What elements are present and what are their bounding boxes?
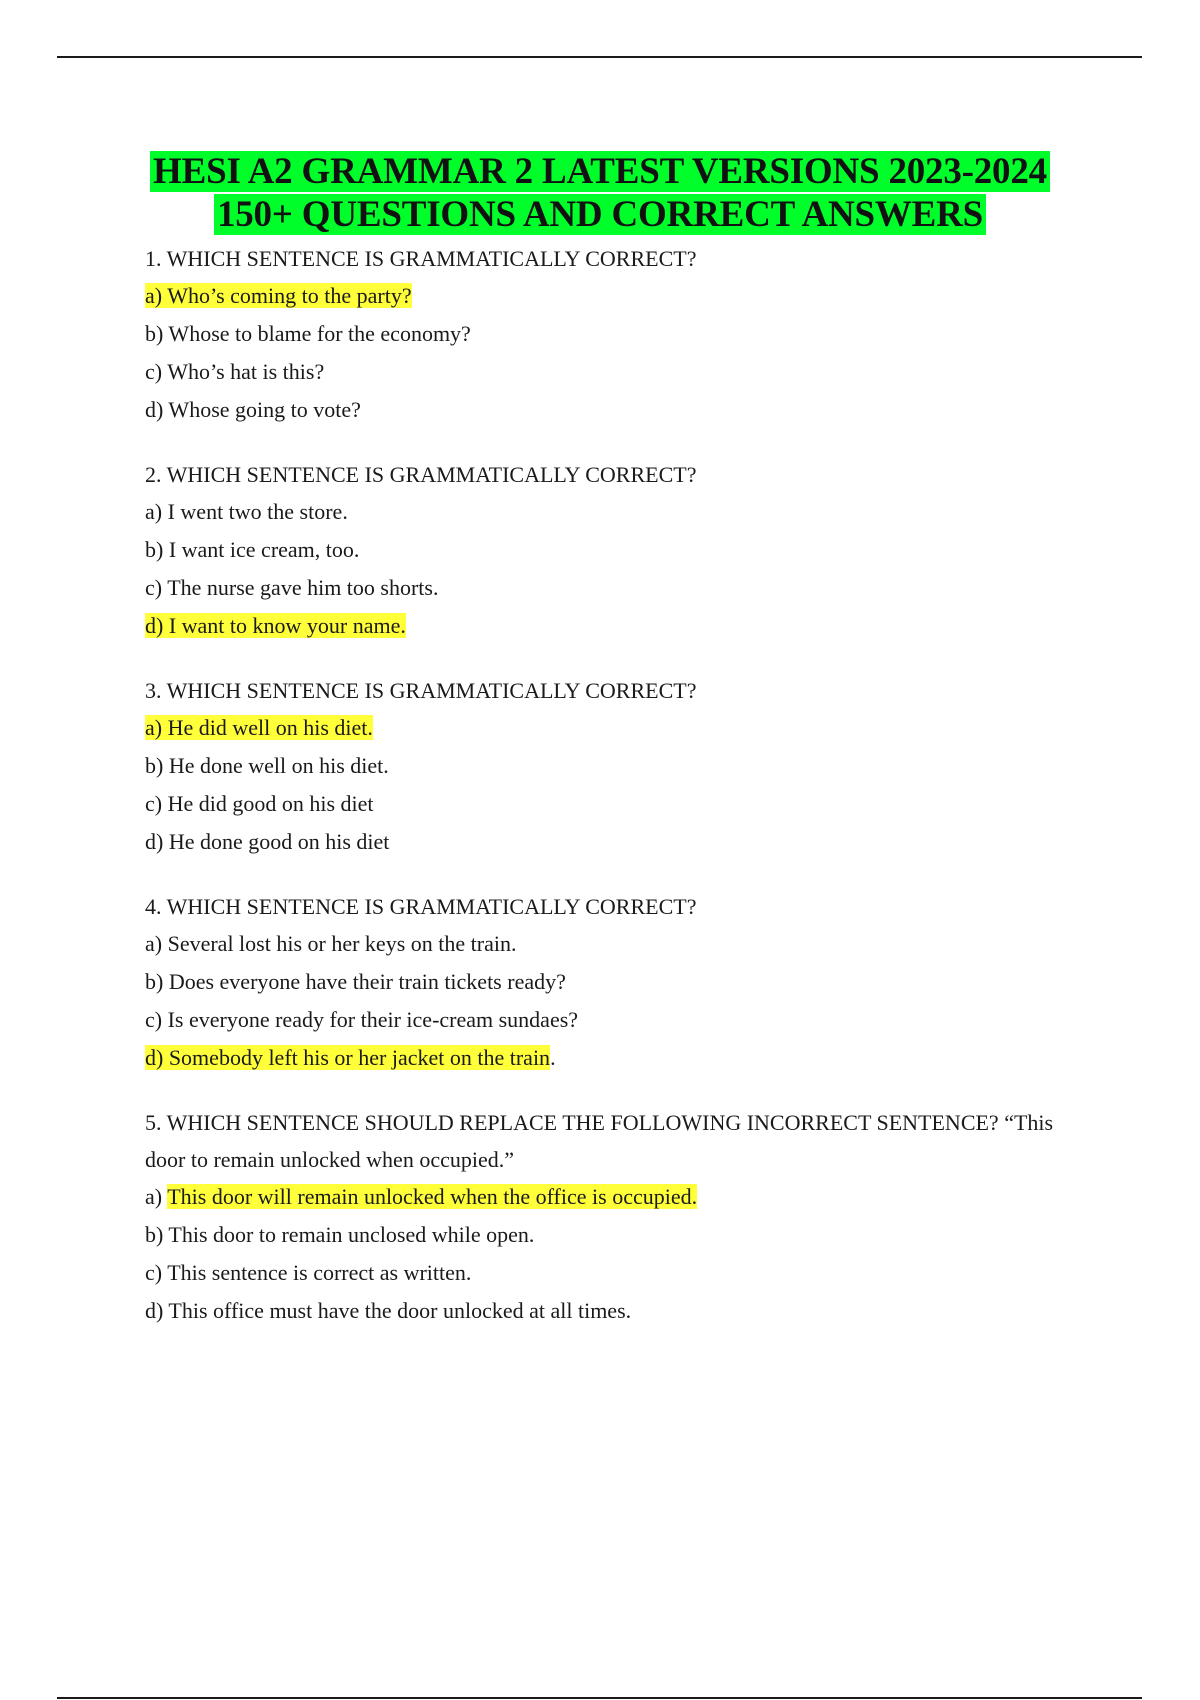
question-list bbox=[145, 240, 1075, 1357]
title-line-2: 150+ QUESTIONS AND CORRECT ANSWERS bbox=[214, 194, 986, 235]
question-4 bbox=[145, 888, 1075, 1077]
page-title bbox=[0, 150, 1200, 236]
option-c: c) This sentence is correct as written. bbox=[145, 1260, 472, 1285]
option-c: c) Who’s hat is this? bbox=[145, 359, 325, 384]
option-a bbox=[145, 277, 1075, 315]
option-a bbox=[145, 1178, 1075, 1216]
option-a: a) I went two the store. bbox=[145, 499, 348, 524]
question-text: 4. WHICH SENTENCE IS GRAMMATICALLY CORRECT? bbox=[145, 894, 697, 919]
question-2 bbox=[145, 456, 1075, 645]
option-trailing-period: . bbox=[550, 1045, 556, 1070]
question-text: 3. WHICH SENTENCE IS GRAMMATICALLY CORRECT? bbox=[145, 678, 697, 703]
question-text: 2. WHICH SENTENCE IS GRAMMATICALLY CORRECT? bbox=[145, 462, 697, 487]
option-b: b) Whose to blame for the economy? bbox=[145, 321, 471, 346]
option-b: b) Does everyone have their train tickets ready? bbox=[145, 969, 566, 994]
option-d: d) This office must have the door unlocked at all times. bbox=[145, 1298, 632, 1323]
question-1 bbox=[145, 240, 1075, 429]
option-c: c) Is everyone ready for their ice-cream sundaes? bbox=[145, 1007, 579, 1032]
option-b: b) He done well on his diet. bbox=[145, 753, 389, 778]
question-text: 5. WHICH SENTENCE SHOULD REPLACE THE FOLLOWING INCORRECT SENTENCE? “This door to remain unlocked when occupied.” bbox=[145, 1110, 1054, 1172]
correct-answer-highlight: a) Who’s coming to the party? bbox=[145, 283, 412, 308]
option-a: a) Several lost his or her keys on the train. bbox=[145, 931, 517, 956]
option-d bbox=[145, 607, 1075, 645]
correct-answer-highlight: d) I want to know your name. bbox=[145, 613, 406, 638]
option-c: c) He did good on his diet bbox=[145, 791, 374, 816]
question-5 bbox=[145, 1104, 1075, 1330]
correct-answer-highlight: d) Somebody left his or her jacket on the train bbox=[145, 1045, 551, 1070]
title-line-1: HESI A2 GRAMMAR 2 LATEST VERSIONS 2023-2024 bbox=[150, 151, 1050, 192]
correct-answer-highlight: This door will remain unlocked when the office is occupied. bbox=[167, 1184, 698, 1209]
option-c: c) The nurse gave him too shorts. bbox=[145, 575, 439, 600]
option-b: b) I want ice cream, too. bbox=[145, 537, 360, 562]
question-3 bbox=[145, 672, 1075, 861]
option-d bbox=[145, 1039, 1075, 1077]
option-b: b) This door to remain unclosed while open. bbox=[145, 1222, 535, 1247]
option-d: d) Whose going to vote? bbox=[145, 397, 361, 422]
bottom-rule bbox=[57, 1697, 1142, 1699]
option-letter: a) bbox=[145, 1184, 168, 1209]
option-a bbox=[145, 709, 1075, 747]
correct-answer-highlight: a) He did well on his diet. bbox=[145, 715, 373, 740]
question-text: 1. WHICH SENTENCE IS GRAMMATICALLY CORRECT? bbox=[145, 246, 697, 271]
top-rule bbox=[57, 56, 1142, 58]
option-d: d) He done good on his diet bbox=[145, 829, 390, 854]
